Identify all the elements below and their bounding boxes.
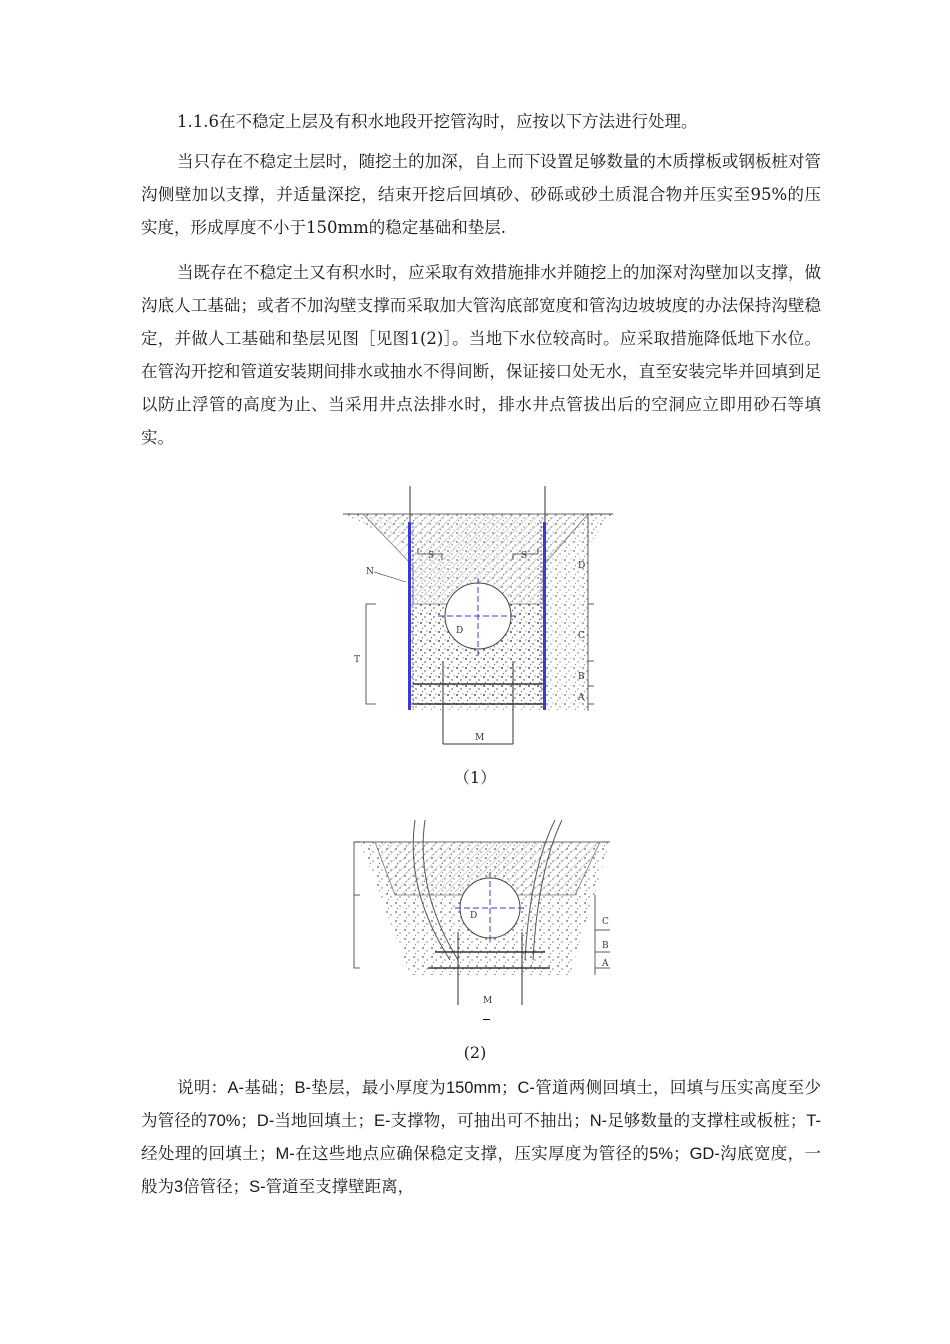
trench-figure-2 xyxy=(340,820,620,1020)
label-b: B xyxy=(578,672,585,682)
label-m: M xyxy=(483,996,493,1006)
label-s-left: S xyxy=(428,551,435,561)
paragraph-heading: 1.1.6在不稳定上层及有积水地段开挖管沟时，应按以下方法进行处理。 xyxy=(177,112,698,131)
label-a: A xyxy=(602,959,609,969)
label-a: A xyxy=(578,693,585,703)
label-d: D xyxy=(578,561,586,571)
label-t: T xyxy=(354,655,361,665)
label-b: B xyxy=(602,941,609,951)
label-pipe-d: D xyxy=(470,911,478,921)
label-s-right: S xyxy=(521,551,528,561)
label-m: M xyxy=(475,733,485,743)
label-c: C xyxy=(602,917,609,927)
label-c: C xyxy=(578,631,585,641)
paragraph-unstable-soil: 当只存在不稳定土层时，随挖土的加深，自上而下设置足够数量的木质撑板或钢板桩对管沟侧壁加以支撑，并适量深挖，结束开挖后回填砂、砂砾或砂土质混合物并压实至95%的压实度，形成厚度不小于150mm的稳定基础和垫层. xyxy=(141,152,821,237)
paragraph-water: 当既存在不稳定土又有积水时，应采取有效措施排水并随挖上的加深对沟壁加以支撑，做沟底人工基础；或者不加沟壁支撑而采取加大管沟底部宽度和管沟边坡坡度的办法保持沟壁稳定，并做人工基础和垫层见图［见图1(2)］。当地下水位较高时。应采取措施降低地下水位。在管沟开挖和管道安装期间排水或抽水不得间断，保证接口处无水，直至安装完毕并回填到足以防止浮管的高度为止、当采用井点法排水时，排水井点管拔出后的空洞应立即用砂石等填实。 xyxy=(141,263,821,447)
label-pipe-d: D xyxy=(456,626,464,636)
figure-2-caption: (2) xyxy=(463,1043,487,1062)
legend-note: 说明：A-基础；B-垫层，最小厚度为150mm；C-管道两侧回填土，回填与压实高度至少为管径的70%；D-当地回填土；E-支撑物，可抽出可不抽出；N-足够数量的支撑柱或板桩；T-经处理的回填土；M-在这些地点应确保稳定支撑，压实厚度为管径的5%；GD-沟底宽度，一般为3倍管径；S-管道至支撑壁距离， xyxy=(141,1079,821,1196)
trench-figure-1 xyxy=(338,486,618,748)
figure-1-caption: （1） xyxy=(453,768,497,787)
label-n: N xyxy=(366,567,374,577)
